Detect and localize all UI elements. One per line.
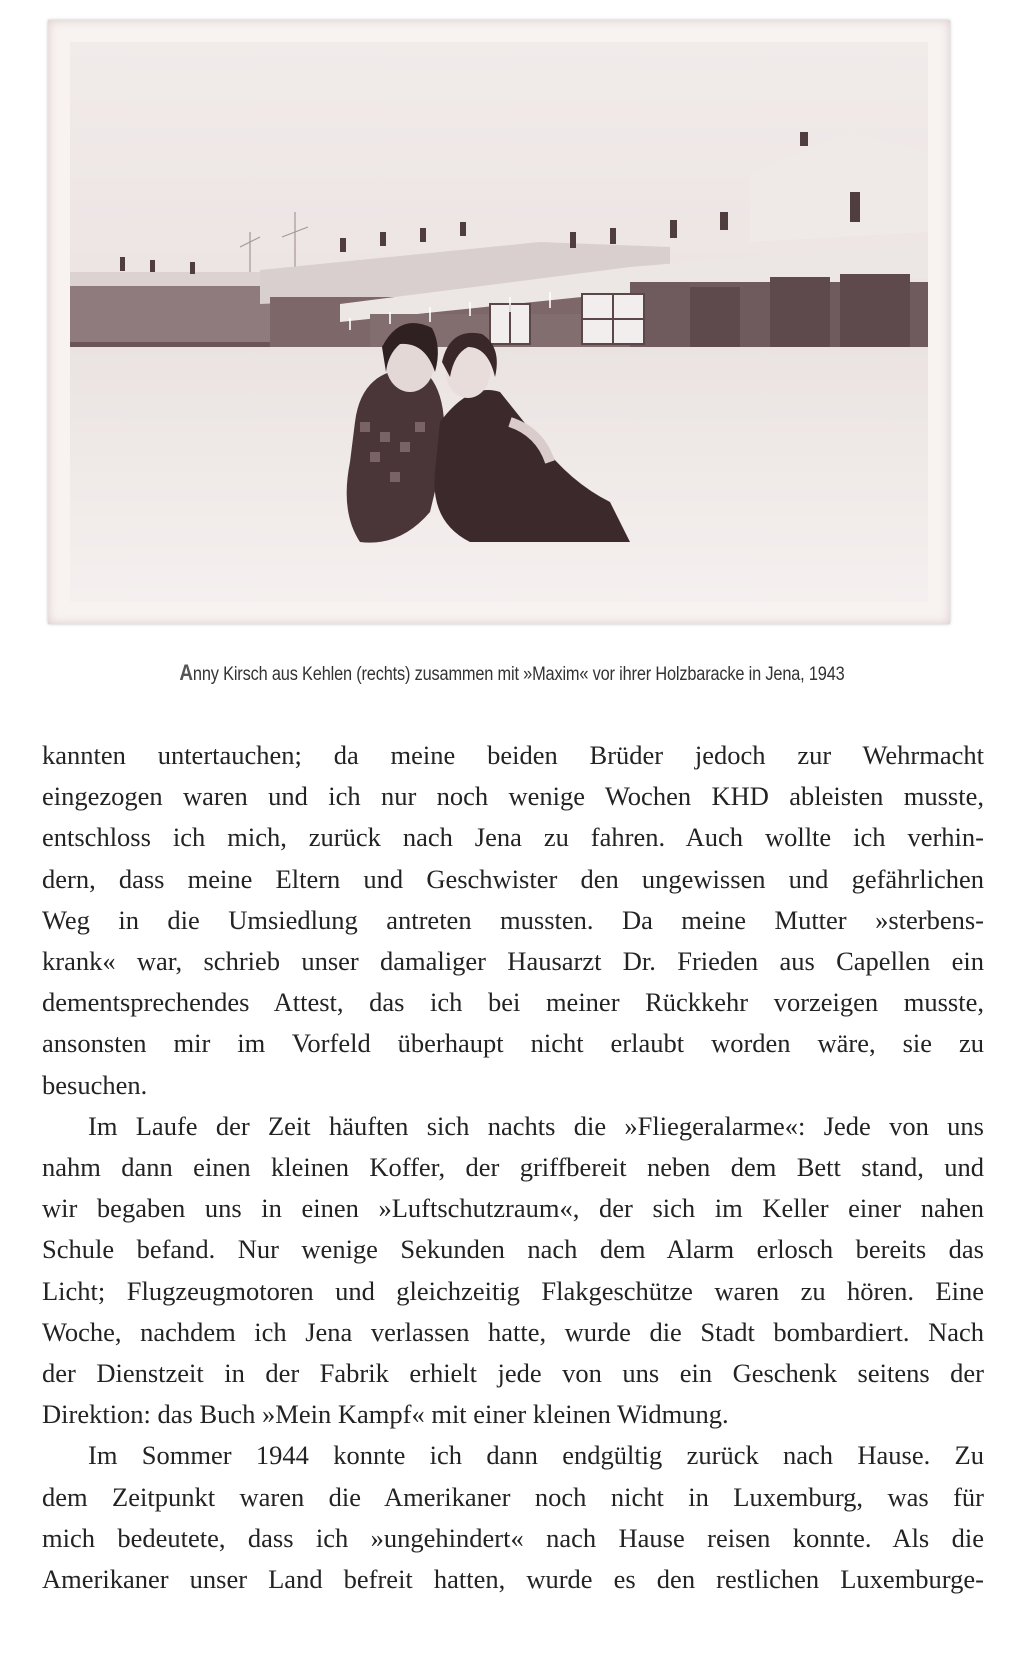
text-line: Woche, nachdem ich Jena verlassen hatte, wurde die Stadt bombardiert. Nach: [42, 1316, 984, 1347]
text-line: dem Zeitpunkt waren die Amerikaner noch nicht in Luxemburg, was für: [42, 1481, 984, 1512]
text-line: besuchen.: [42, 1069, 148, 1100]
text-line: Amerikaner unser Land befreit hatten, wurde es den restlichen Luxemburge-: [42, 1564, 984, 1595]
photograph-icon: [70, 42, 928, 602]
body-text: [42, 735, 984, 1600]
text-line: entschloss ich mich, zurück nach Jena zu fahren. Auch wollte ich verhin-: [42, 822, 984, 853]
text-line: ansonsten mir im Vorfeld überhaupt nicht erlaubt worden wäre, sie zu: [42, 1028, 984, 1059]
text-line: nahm dann einen kleinen Koffer, der griffbereit neben dem Bett stand, und: [42, 1152, 984, 1183]
text-line: Weg in die Umsiedlung antreten mussten. Da meine Mutter »sterbens-: [42, 904, 984, 935]
text-line: krank« war, schrieb unser damaliger Hausarzt Dr. Frieden aus Capellen ein: [42, 946, 984, 977]
text-line: Im Sommer 1944 konnte ich dann endgültig zurück nach Hause. Zu: [88, 1440, 984, 1471]
historical-photo: [48, 20, 950, 624]
text-line: dern, dass meine Eltern und Geschwister den ungewissen und gefährlichen: [42, 863, 984, 894]
caption-text: nny Kirsch aus Kehlen (rechts) zusammen mit »Maxim« vor ihrer Holzbaracke in Jena, 1943: [192, 664, 845, 685]
text-line: wir begaben uns in einen »Luftschutzraum«, der sich im Keller einer nahen: [42, 1193, 984, 1224]
text-line: Schule befand. Nur wenige Sekunden nach dem Alarm erlosch bereits das: [42, 1234, 984, 1265]
text-line: kannten untertauchen; da meine beiden Brüder jedoch zur Wehrmacht: [42, 740, 984, 770]
photo-caption: [72, 660, 953, 686]
text-line: Licht; Flugzeugmotoren und gleichzeitig Flakgeschütze waren zu hören. Eine: [42, 1275, 984, 1306]
text-line: der Dienstzeit in der Fabrik erhielt jede von uns ein Geschenk seitens der: [42, 1358, 984, 1389]
caption-initial: A: [179, 660, 193, 685]
text-line: mich bedeutete, dass ich »ungehindert« nach Hause reisen konnte. Als die: [42, 1522, 984, 1553]
text-line: dementsprechendes Attest, das ich bei meiner Rückkehr vorzeigen musste,: [42, 987, 984, 1018]
text-line: Im Laufe der Zeit häuften sich nachts die »Fliegeralarme«: Jede von uns: [88, 1110, 984, 1141]
text-line: Direktion: das Buch »Mein Kampf« mit einer kleinen Widmung.: [42, 1399, 729, 1430]
text-line: eingezogen waren und ich nur noch wenige Wochen KHD ableisten musste,: [42, 781, 984, 812]
